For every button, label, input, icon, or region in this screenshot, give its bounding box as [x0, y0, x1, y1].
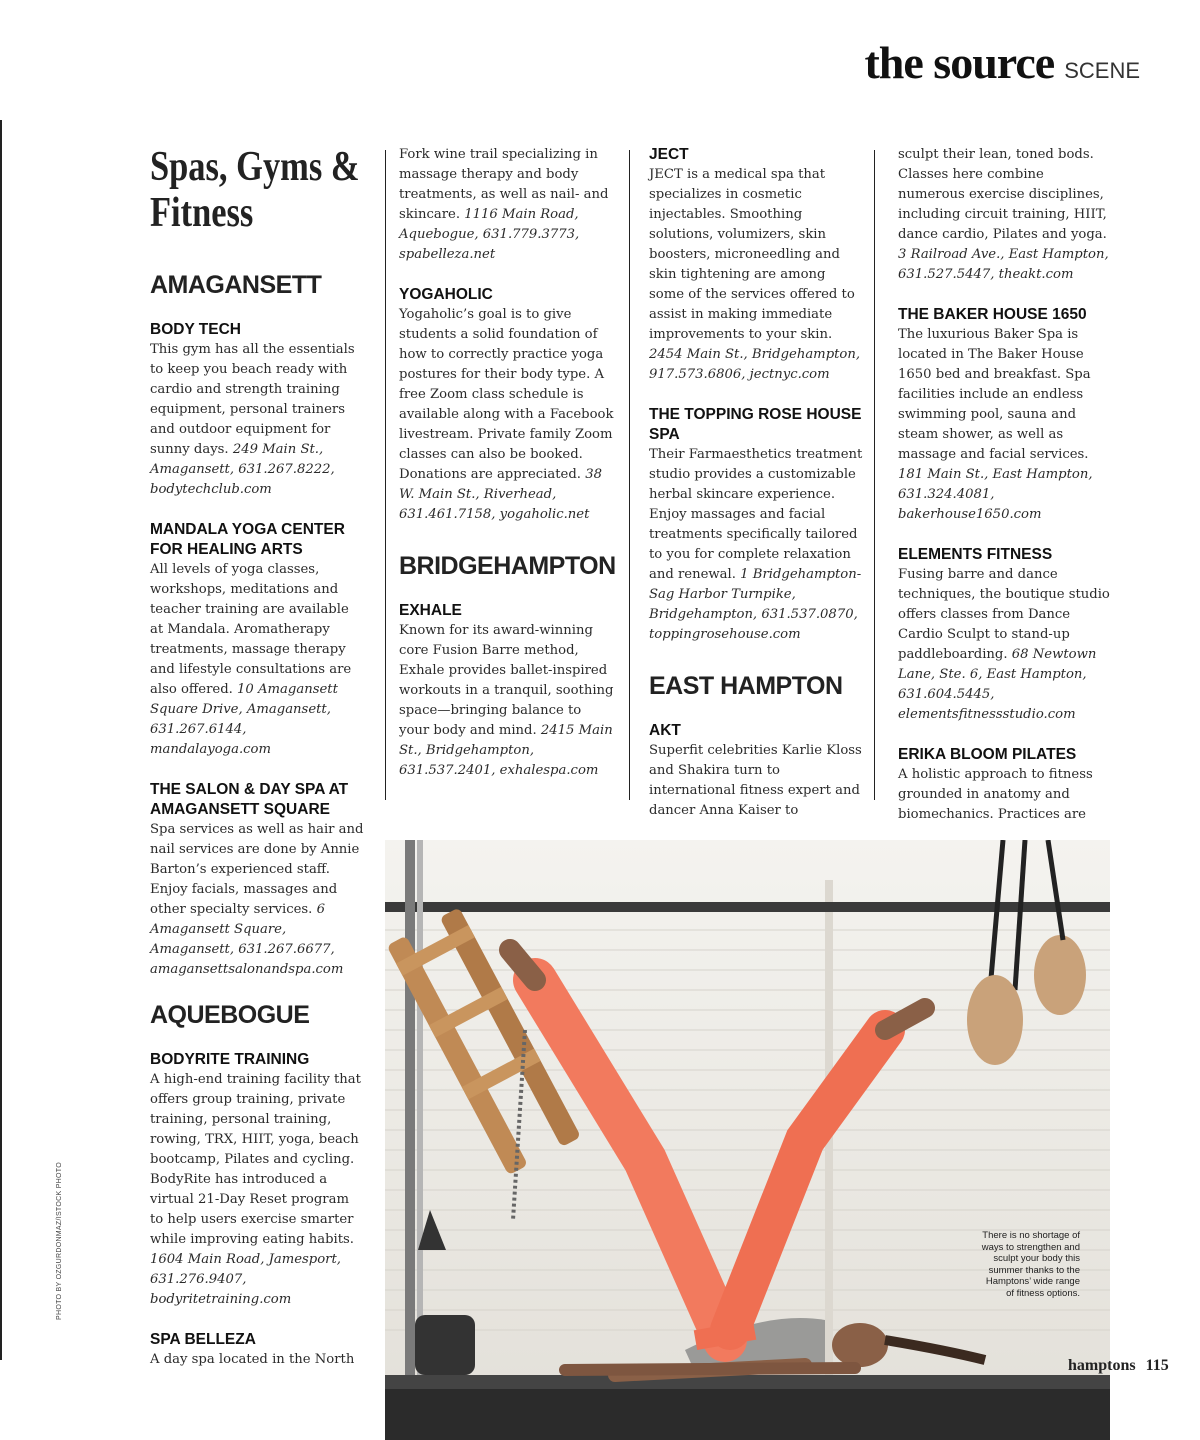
- venue-description-text: Fusing barre and dance techniques, the boutique studio offers classes from Dance Cardio Sculpt to stand-up paddleboarding.: [898, 567, 1110, 662]
- venue-name: ERIKA BLOOM PILATES: [898, 746, 1077, 763]
- venue-name: EXHALE: [399, 602, 462, 619]
- town-heading: AMAGANSETT: [150, 271, 322, 299]
- town-heading: BRIDGEHAMPTON: [399, 552, 616, 580]
- venue-address: 1116 Main Road, Aquebogue, 631.779.3773, spabelleza.net: [399, 207, 580, 262]
- venue-listing: [399, 601, 614, 781]
- venue-listing: [150, 1330, 365, 1370]
- photo-credit: PHOTO BY OZGURDONMAZ/ISTOCK PHOTO: [56, 1162, 63, 1320]
- town-heading: AQUEBOGUE: [150, 1001, 310, 1029]
- venue-listing: [649, 721, 864, 821]
- venue-name: THE TOPPING ROSE HOUSE SPA: [649, 406, 862, 443]
- venue-description-text: sculpt their lean, toned bods. Classes here combine numerous exercise disciplines, including circuit training, HIIT, dance cardio, Pilates and yoga.: [898, 147, 1107, 242]
- venue-listing: [150, 320, 365, 500]
- article-title: Spas, Gyms & Fitness: [150, 144, 360, 236]
- venue-address: 6 Amagansett Square, Amagansett, 631.267.6677, amagansettsalonandspa.com: [150, 902, 344, 977]
- venue-description: [150, 1070, 365, 1310]
- page-edge-rule: [0, 120, 2, 1360]
- page-folio: [1068, 1357, 1169, 1375]
- venue-listing: [898, 305, 1113, 525]
- venue-name: YOGAHOLIC: [399, 286, 493, 303]
- venue-description: [150, 1350, 365, 1370]
- venue-listing: [150, 520, 365, 760]
- venue-description: [649, 165, 864, 385]
- venue-description-text: Fork wine trail specializing in massage therapy and body treatments, as well as nail- and skincare.: [399, 147, 609, 222]
- venue-address: 68 Newtown Lane, Ste. 6, East Hampton, 631.604.5445, elementsfitnessstudio.com: [898, 647, 1097, 722]
- venue-description-text: The luxurious Baker Spa is located in The Baker House 1650 bed and breakfast. Spa facilities include an endless swimming pool, sauna and steam shower, as well as massage and facial services.: [898, 327, 1091, 462]
- venue-description-text: Spa services as well as hair and nail services are done by Annie Barton’s experienced staff. Enjoy facials, massages and other specialty services.: [150, 822, 364, 917]
- column-4: [898, 145, 1113, 845]
- venue-address: 2454 Main St., Bridgehampton, 917.573.6806, jectnyc.com: [649, 347, 861, 382]
- venue-name: BODY TECH: [150, 321, 242, 338]
- venue-description-text: Their Farmaesthetics treatment studio provides a customizable herbal skincare experience. Enjoy massages and facial treatments specifically tailored to you for complete relaxation and renewal.: [649, 447, 863, 582]
- column-2: [399, 145, 614, 801]
- column-1: [150, 144, 365, 1390]
- venue-description-text: This gym has all the essentials to keep you beach ready with cardio and strength training equipment, personal trainers and outdoor equipment for sunny days.: [150, 342, 355, 457]
- photo-caption: There is no shortage of ways to strengthen and sculpt your body this summer thanks to the Hamptons’ wide range of fitness options.: [981, 1230, 1080, 1299]
- venue-description-text: A day spa located in the North: [150, 1352, 355, 1367]
- venue-description: [150, 560, 365, 760]
- venue-address: 10 Amagansett Square Drive, Amagansett, 631.267.6144, mandalayoga.com: [150, 682, 338, 757]
- venue-description: [898, 325, 1113, 525]
- venue-name: THE BAKER HOUSE 1650: [898, 306, 1087, 323]
- masthead-title: the source: [864, 37, 1055, 88]
- venue-description-text: All levels of yoga classes, workshops, meditations and teacher training are available at Mandala. Aromatherapy treatments, massage therapy and lifestyle consultations are also offered.: [150, 562, 352, 697]
- venue-name: MANDALA YOGA CENTER FOR HEALING ARTS: [150, 521, 345, 558]
- venue-address: 38 W. Main St., Riverhead, 631.461.7158, yogaholic.net: [399, 467, 602, 522]
- page-number: 115: [1145, 1357, 1169, 1374]
- venue-description-text: A holistic approach to fitness grounded in anatomy and biomechanics. Practices are: [898, 767, 1093, 822]
- venue-description-text: Known for its award-winning core Fusion Barre method, Exhale provides ballet-inspired workouts in a tranquil, soothing space—bringing balance to your body and mind.: [399, 623, 614, 738]
- venue-description: [898, 145, 1113, 285]
- venue-description: [399, 305, 614, 525]
- pilates-photo: [385, 840, 1110, 1440]
- venue-address: 3 Railroad Ave., East Hampton, 631.527.5447, theakt.com: [898, 247, 1109, 282]
- venue-description-text: Yogaholic’s goal is to give students a solid foundation of how to correctly practice yoga postures for their body type. A free Zoom class schedule is available along with a Facebook livestream. Private family Zoom classes can also be booked. Donations are appreciated.: [399, 307, 614, 482]
- venue-address: 249 Main St., Amagansett, 631.267.8222, bodytechclub.com: [150, 442, 335, 497]
- venue-description: [399, 145, 614, 265]
- venue-name: SPA BELLEZA: [150, 1331, 256, 1348]
- venue-listing: [649, 145, 864, 385]
- venue-description-text: JECT is a medical spa that specializes in cosmetic injectables. Smoothing solutions, volumizers, skin boosters, microneedling and skin tightening are among some of the services offered to assist in making immediate improvements to your skin.: [649, 167, 855, 342]
- venue-address: 2415 Main St., Bridgehampton, 631.537.2401, exhalespa.com: [399, 723, 613, 778]
- venue-listing: [898, 545, 1113, 725]
- venue-name: BODYRITE TRAINING: [150, 1051, 310, 1068]
- column-rule: [385, 150, 386, 800]
- venue-description: [150, 820, 365, 980]
- town-heading: EAST HAMPTON: [649, 672, 843, 700]
- venue-description-text: Superfit celebrities Karlie Kloss and Shakira turn to international fitness expert and dancer Anna Kaiser to: [649, 743, 862, 818]
- venue-description: [150, 340, 365, 500]
- venue-listing: [150, 780, 365, 980]
- venue-listing: [898, 745, 1113, 825]
- section-masthead: [864, 36, 1140, 89]
- column-rule: [874, 150, 875, 800]
- venue-description: [649, 741, 864, 821]
- venue-name: ELEMENTS FITNESS: [898, 546, 1053, 563]
- venue-address: 1604 Main Road, Jamesport, 631.276.9407, bodyritetraining.com: [150, 1252, 341, 1307]
- venue-description: [399, 621, 614, 781]
- venue-listing: [399, 285, 614, 525]
- venue-listing: [898, 145, 1113, 285]
- magazine-name: hamptons: [1068, 1357, 1136, 1374]
- venue-name: JECT: [649, 146, 689, 163]
- venue-description: [898, 565, 1113, 725]
- pilates-illustration: [385, 840, 1110, 1440]
- venue-address: 1 Bridgehampton-Sag Harbor Turnpike, Bridgehampton, 631.537.0870, toppingrosehouse.com: [649, 567, 862, 642]
- venue-listing: [399, 145, 614, 265]
- venue-description: [649, 445, 864, 645]
- masthead-section: SCENE: [1064, 58, 1140, 83]
- venue-listing: [150, 1050, 365, 1310]
- column-rule: [629, 150, 630, 800]
- venue-address: 181 Main St., East Hampton, 631.324.4081, bakerhouse1650.com: [898, 467, 1093, 522]
- venue-description: [898, 765, 1113, 825]
- venue-name: AKT: [649, 722, 681, 739]
- venue-name: THE SALON & DAY SPA AT AMAGANSETT SQUARE: [150, 781, 349, 818]
- column-3: [649, 145, 864, 841]
- venue-listing: [649, 405, 864, 645]
- venue-description-text: A high-end training facility that offers group training, private training, personal training, rowing, TRX, HIIT, yoga, beach bootcamp, Pilates and cycling. BodyRite has introduced a virtual 21-Day Reset program to help users exercise smarter while improving eating habits.: [150, 1072, 361, 1247]
